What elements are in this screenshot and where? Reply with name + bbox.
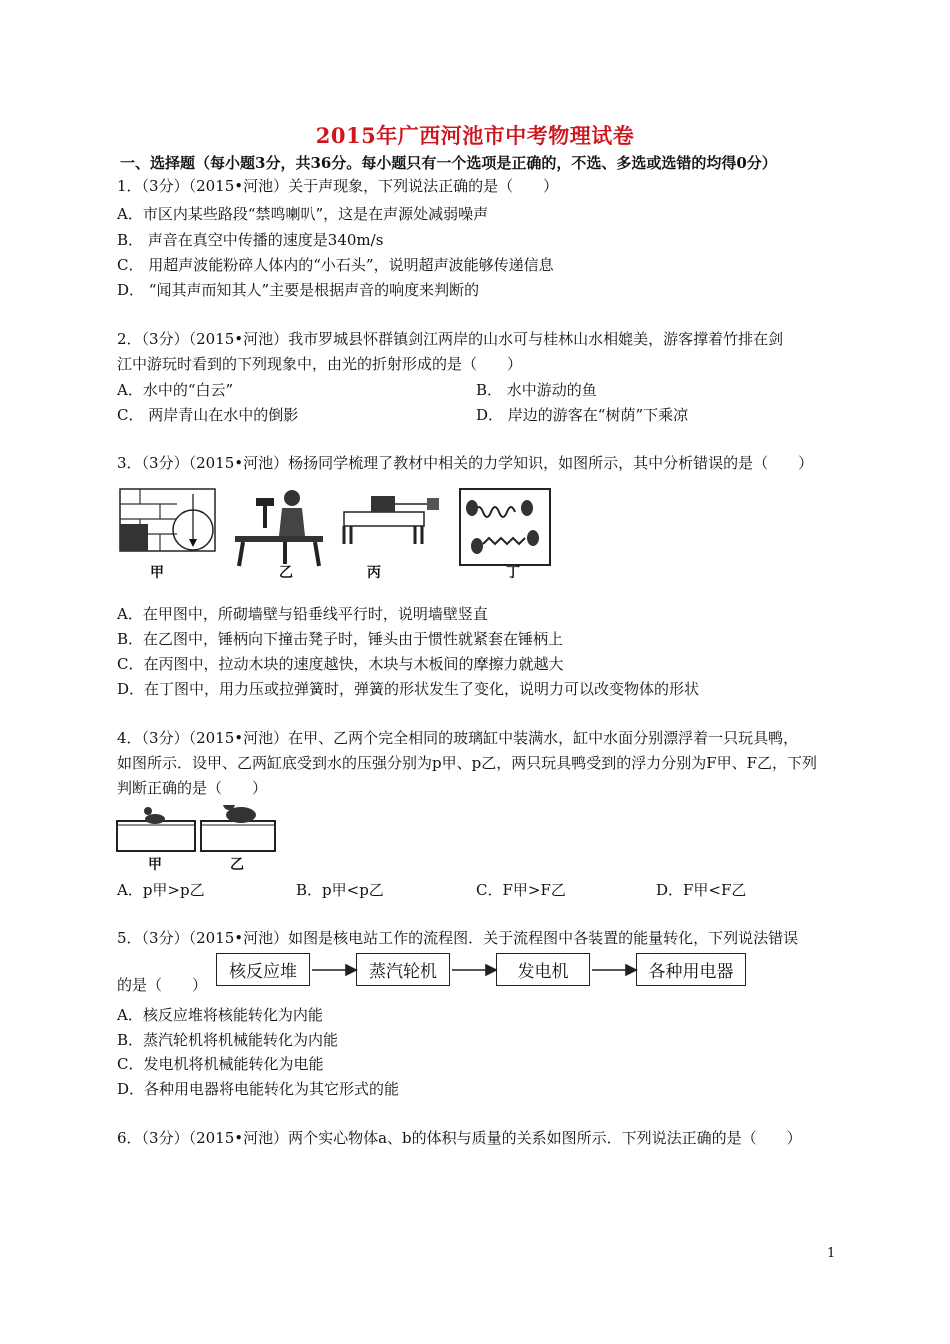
figure-spring-icon	[460, 489, 550, 565]
question-3-option-c: C．在丙图中，拉动木块的速度越快，木块与木板间的摩擦力就越大	[117, 655, 564, 673]
question-4-option-d: D．F甲<F乙	[656, 881, 747, 899]
question-2-option-b: B． 水中游动的鱼	[476, 381, 597, 399]
page-title: 2015年广西河池市中考物理试卷	[315, 123, 635, 148]
figure-hammer-stool-icon	[235, 490, 323, 566]
question-3-figure-label-jia: 甲	[150, 565, 164, 581]
flow-node-appliances: 各种用电器	[636, 953, 746, 986]
flow-node-turbine: 蒸汽轮机	[356, 953, 450, 986]
question-5-option-b: B．蒸汽轮机将机械能转化为内能	[117, 1031, 339, 1049]
page-number: 1	[827, 1246, 836, 1261]
question-1-option-c: C． 用超声波能粉碎人体内的“小石头”，说明超声波能够传递信息	[117, 256, 554, 274]
question-4-stem-line-3: 判断正确的是（ ）	[117, 779, 268, 797]
question-3-figure-label-bing: 丙	[367, 565, 381, 581]
flow-arrows	[310, 955, 640, 985]
question-3-option-d: D．在丁图中，用力压或拉弹簧时，弹簧的形状发生了变化，说明力可以改变物体的形状	[117, 680, 700, 698]
tank-jia-icon	[117, 807, 195, 851]
question-4-figure-label-yi: 乙	[230, 857, 244, 873]
question-5-option-c: C．发电机将机械能转化为电能	[117, 1055, 324, 1073]
question-3-option-b: B．在乙图中，锤柄向下撞击凳子时，锤头由于惯性就紧套在锤柄上	[117, 630, 564, 648]
tank-yi-icon	[201, 805, 275, 851]
question-5-stem-line-2: 的是（ ）	[117, 976, 208, 994]
question-2-option-a: A．水中的“白云”	[117, 381, 234, 399]
question-2-option-c: C． 两岸青山在水中的倒影	[117, 406, 299, 424]
question-6-stem: 6．（3分）（2015•河池）两个实心物体a、b的体积与质量的关系如图所示．下列说法正确的是（ ）	[117, 1129, 802, 1147]
question-4-option-a: A．p甲>p乙	[117, 881, 205, 899]
question-5-stem-line-1: 5．（3分）（2015•河池）如图是核电站工作的流程图．关于流程图中各装置的能量转化，下列说法错误	[117, 929, 799, 947]
question-4-figure	[115, 805, 280, 855]
question-5-option-a: A．核反应堆将核能转化为内能	[117, 1006, 323, 1024]
question-3-stem: 3．（3分）（2015•河池）杨扬同学梳理了教材中相关的力学知识，如图所示，其中分析错误的是（ ）	[117, 454, 814, 472]
flow-node-generator: 发电机	[496, 953, 590, 986]
question-4-stem-line-2: 如图所示．设甲、乙两缸底受到水的压强分别为p甲、p乙，两只玩具鸭受到的浮力分别为F甲、F乙，下列	[117, 754, 818, 772]
question-1-option-b: B． 声音在真空中传播的速度是340m/s	[117, 231, 384, 249]
question-2-option-d: D． 岸边的游客在“树荫”下乘凉	[476, 406, 689, 424]
question-2-stem-line-2: 江中游玩时看到的下列现象中，由光的折射形成的是（ ）	[117, 355, 523, 373]
figure-block-board-icon	[344, 496, 439, 544]
section-heading: 一、选择题（每小题3分，共36分。每小题只有一个选项是正确的，不选、多选或选错的均得0分）	[120, 154, 777, 172]
question-5-option-d: D．各种用电器将电能转化为其它形式的能	[117, 1080, 400, 1098]
question-2-stem-line-1: 2．（3分）（2015•河池）我市罗城县怀群镇剑江两岸的山水可与桂林山水相媲美，游客撑着竹排在剑	[117, 330, 784, 348]
question-1-option-d: D． “闻其声而知其人”主要是根据声音的响度来判断的	[117, 281, 480, 299]
question-4-option-b: B．p甲<p乙	[296, 881, 384, 899]
question-1-option-a: A．市区内某些路段“禁鸣喇叭”，这是在声源处减弱噪声	[117, 205, 489, 223]
figure-wall-plumb-icon	[120, 489, 215, 551]
question-3-figure-label-yi: 乙	[279, 565, 293, 581]
question-4-option-c: C．F甲>F乙	[476, 881, 566, 899]
question-3-figure-label-ding: 丁	[506, 565, 520, 581]
question-4-stem-line-1: 4．（3分）（2015•河池）在甲、乙两个完全相同的玻璃缸中装满水，缸中水面分别漂浮着一只玩具鸭，	[117, 729, 799, 747]
question-1-stem: 1．（3分）（2015•河池）关于声现象，下列说法正确的是（ ）	[117, 177, 559, 195]
flow-node-reactor: 核反应堆	[216, 953, 310, 986]
question-3-option-a: A．在甲图中，所砌墙壁与铅垂线平行时，说明墙壁竖直	[117, 605, 488, 623]
question-4-figure-label-jia: 甲	[148, 857, 162, 873]
question-3-figure	[115, 484, 555, 582]
